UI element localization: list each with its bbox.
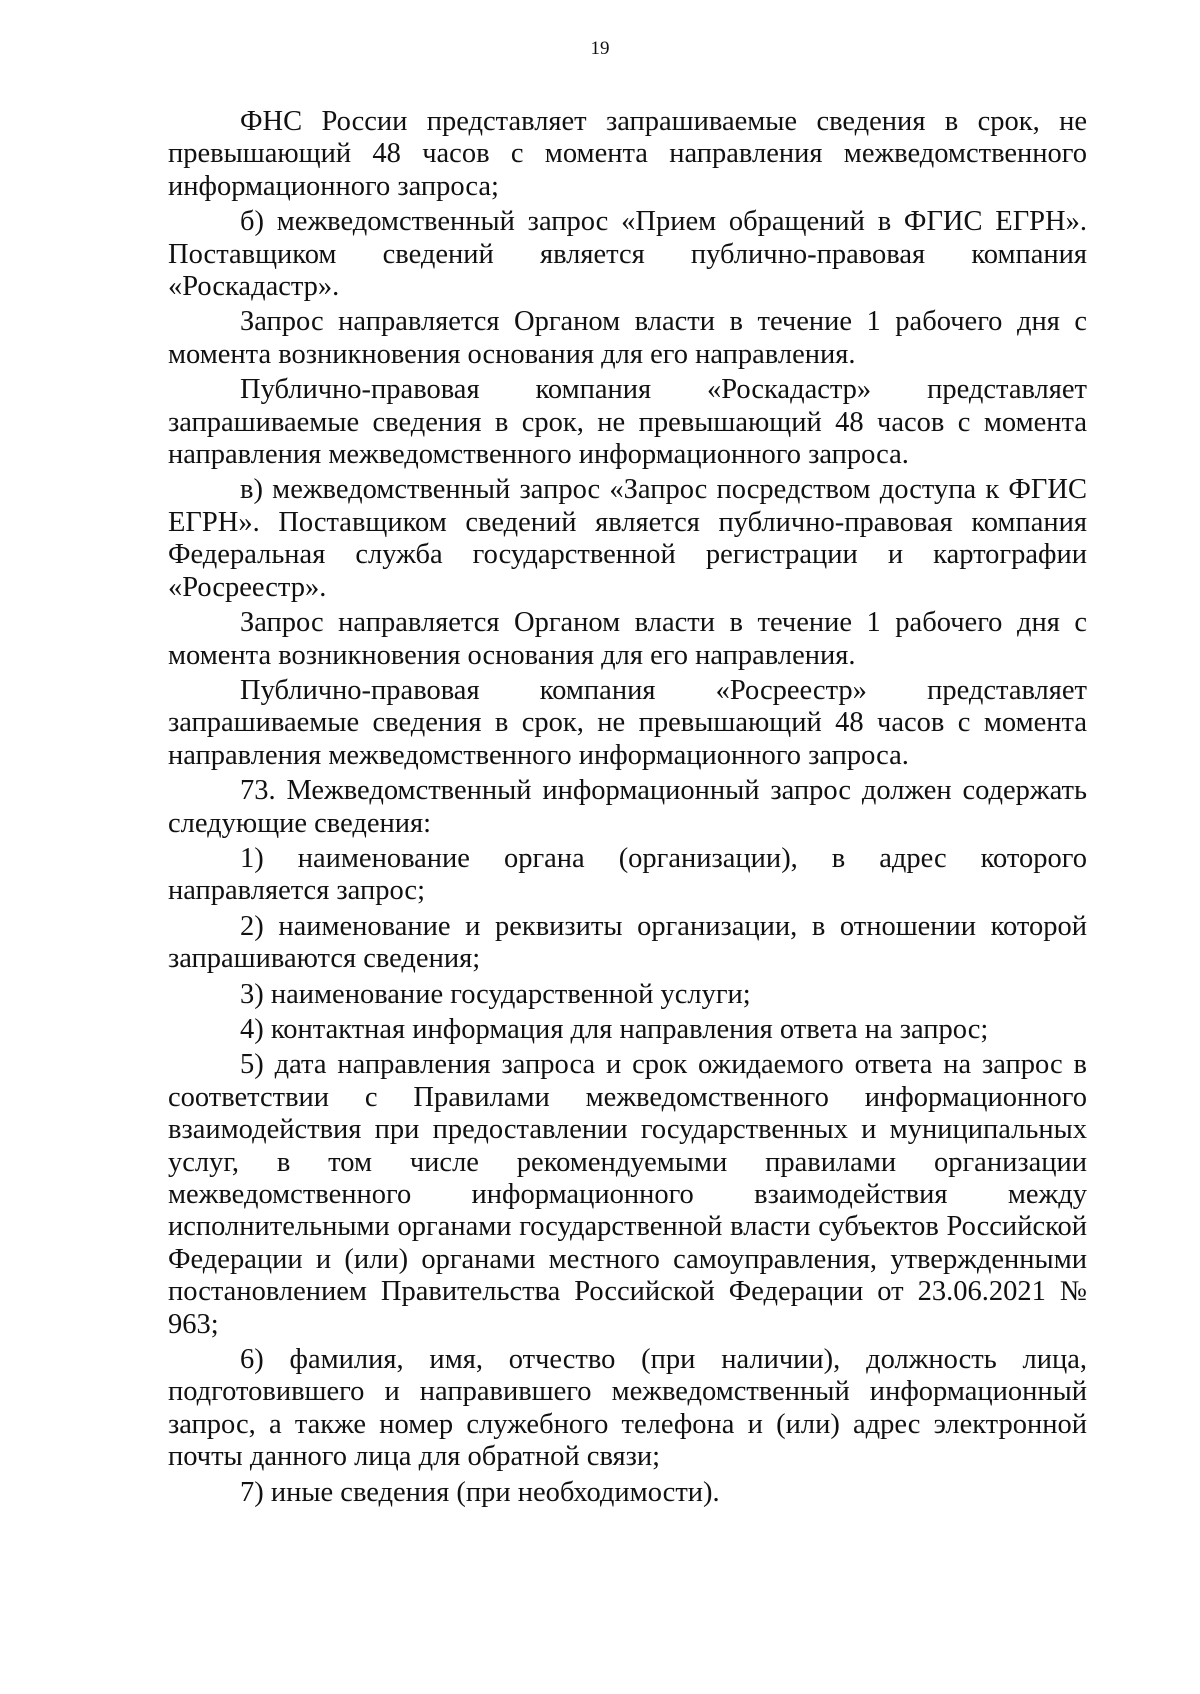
list-item-3: 3) наименование государственной услуги; [240,978,751,1010]
list-item-7: 7) иные сведения (при необходимости). [240,1476,720,1508]
list-item-4: 4) контактная информация для направления ответа на запрос; [240,1013,989,1045]
paragraph-clause-73: 73. Межведомственный информационный запрос должен содержать следующие сведения: [168,775,1087,839]
paragraph-request-timing: Запрос направляется Органом власти в течение 1 рабочего дня с момента возникновения основания для его направления. [168,306,1087,370]
list-item-6: 6) фамилия, имя, отчество (при наличии), должность лица, подготовившего и направившего межведомственный информационный запрос, а также номер служебного телефона и (или) адрес электронной почты данного лица для обратной связи; [168,1344,1087,1473]
paragraph-rosreestr-response: Публично-правовая компания «Росреестр» представляет запрашиваемые сведения в срок, не превышающий 48 часов с момента направления межведомственного информационного запроса. [168,674,1087,771]
document-body [168,106,1087,1512]
paragraph-roskadastr-response: Публично-правовая компания «Роскадастр» представляет запрашиваемые сведения в срок, не превышающий 48 часов с момента направления межведомственного информационного запроса. [168,374,1087,471]
page-number: 19 [590,38,610,59]
list-item-1: 1) наименование органа (организации), в адрес которого направляется запрос; [168,842,1087,907]
list-item-2: 2) наименование и реквизиты организации, в отношении которой запрашиваются сведения; [168,910,1087,975]
list-item-5: 5) дата направления запроса и срок ожидаемого ответа на запрос в соответствии с Правилами межведомственного информационного взаимодействия при предоставлении государственных и муниципальных услуг, в том числе рекомендуемыми правилами организации межведомственного информационного взаимодействия между исполнительными органами государственной власти субъектов Российской Федерации и (или) органами местного самоуправления, утвержденными постановлением Правительства Российской Федерации от 23.06.2021 № 963; [168,1049,1087,1340]
paragraph-request-timing-2: Запрос направляется Органом власти в течение 1 рабочего дня с момента возникновения основания для его направления. [168,607,1087,671]
paragraph-item-v: в) межведомственный запрос «Запрос посредством доступа к ФГИС ЕГРН». Поставщиком сведений является публично-правовая компания Федеральная служба государственной регистрации и картографии «Росреестр». [168,474,1087,603]
paragraph-item-b: б) межведомственный запрос «Прием обращений в ФГИС ЕГРН». Поставщиком сведений является публично-правовая компания «Роскадастр». [168,206,1087,303]
paragraph-fns-response: ФНС России представляет запрашиваемые сведения в срок, не превышающий 48 часов с момента направления межведомственного информационного запроса; [168,106,1087,202]
